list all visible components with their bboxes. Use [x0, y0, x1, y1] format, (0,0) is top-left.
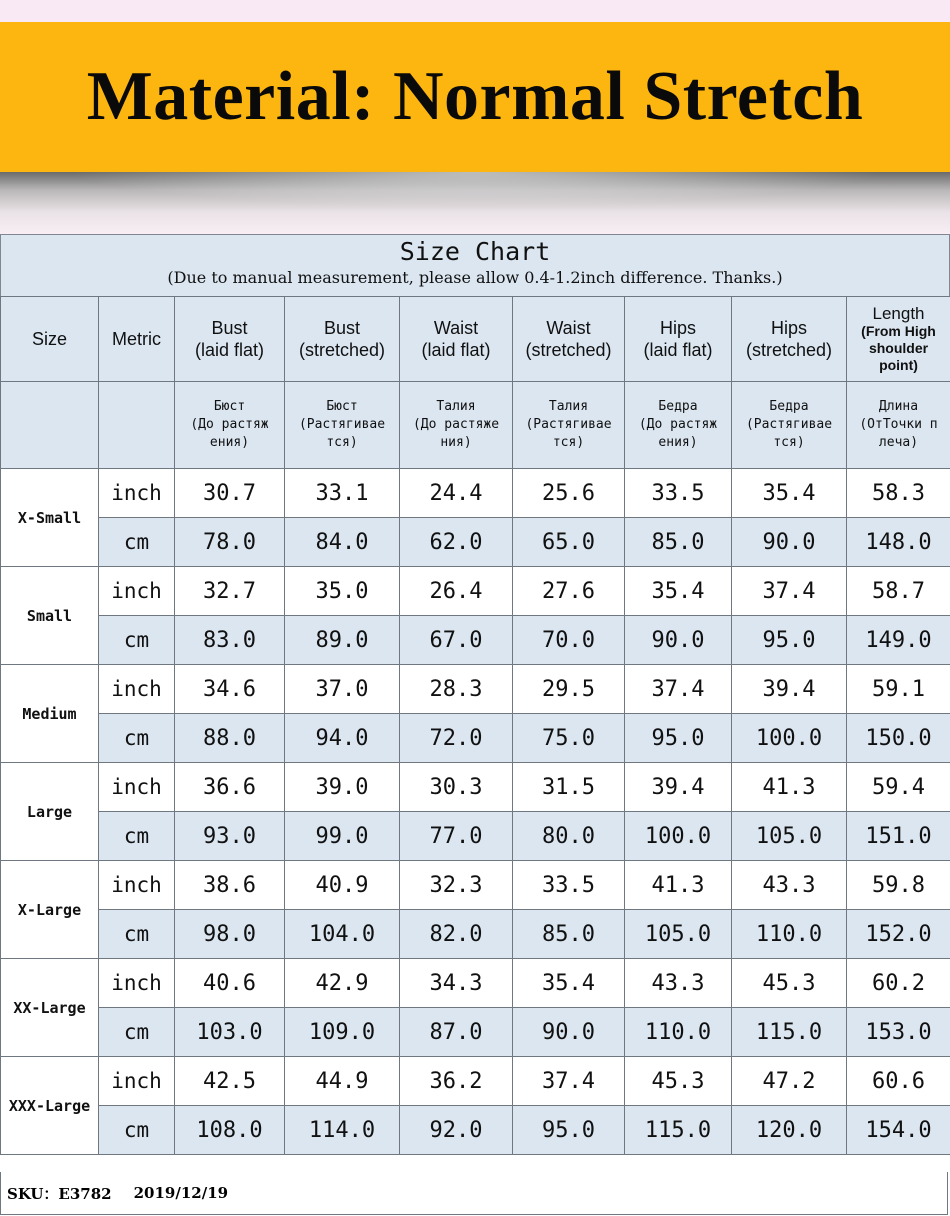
measurement-cell: 37.4 — [513, 1057, 625, 1106]
measurement-cell: 59.4 — [847, 763, 950, 812]
metric-cell: inch — [99, 763, 175, 812]
header-hips-stretched: Hips (stretched) — [732, 297, 847, 382]
measurement-cell: 148.0 — [847, 518, 950, 567]
measurement-cell: 93.0 — [175, 812, 285, 861]
measurement-cell: 149.0 — [847, 616, 950, 665]
header-waist-laid: Waist (laid flat) — [400, 297, 513, 382]
measurement-cell: 92.0 — [400, 1106, 513, 1155]
table-row — [1, 1106, 950, 1155]
measurement-cell: 38.6 — [175, 861, 285, 910]
top-strip — [0, 0, 950, 22]
measurement-cell: 75.0 — [513, 714, 625, 763]
measurement-cell: 45.3 — [732, 959, 847, 1008]
header-ru-empty-size — [1, 382, 99, 469]
measurement-cell: 154.0 — [847, 1106, 950, 1155]
table-row — [1, 1057, 950, 1106]
measurement-cell: 45.3 — [625, 1057, 732, 1106]
measurement-cell: 78.0 — [175, 518, 285, 567]
measurement-cell: 82.0 — [400, 910, 513, 959]
header-size: Size — [1, 297, 99, 382]
metric-cell: cm — [99, 910, 175, 959]
measurement-cell: 43.3 — [625, 959, 732, 1008]
measurement-cell: 42.5 — [175, 1057, 285, 1106]
measurement-cell: 100.0 — [732, 714, 847, 763]
header-waist-stretched: Waist (stretched) — [513, 297, 625, 382]
header-ru-bust-laid: Бюст (До растяж ения) — [175, 382, 285, 469]
measurement-cell: 27.6 — [513, 567, 625, 616]
table-row — [1, 665, 950, 714]
measurement-cell: 32.7 — [175, 567, 285, 616]
measurement-cell: 41.3 — [625, 861, 732, 910]
measurement-cell: 40.6 — [175, 959, 285, 1008]
measurement-cell: 41.3 — [732, 763, 847, 812]
measurement-cell: 110.0 — [732, 910, 847, 959]
measurement-cell: 84.0 — [285, 518, 400, 567]
measurement-cell: 95.0 — [513, 1106, 625, 1155]
measurement-cell: 43.3 — [732, 861, 847, 910]
measurement-cell: 120.0 — [732, 1106, 847, 1155]
measurement-cell: 35.4 — [732, 469, 847, 518]
size-label: XX-Large — [1, 959, 99, 1057]
size-table — [0, 296, 950, 1155]
measurement-cell: 39.0 — [285, 763, 400, 812]
measurement-cell: 37.0 — [285, 665, 400, 714]
header-row-ru — [1, 382, 950, 469]
measurement-cell: 95.0 — [732, 616, 847, 665]
table-row — [1, 812, 950, 861]
measurement-cell: 59.1 — [847, 665, 950, 714]
metric-cell: inch — [99, 959, 175, 1008]
sku-label: SKU：E3782 — [7, 1184, 112, 1203]
measurement-cell: 100.0 — [625, 812, 732, 861]
header-hips-laid: Hips (laid flat) — [625, 297, 732, 382]
metric-cell: inch — [99, 567, 175, 616]
size-chart — [0, 234, 950, 1216]
measurement-cell: 67.0 — [400, 616, 513, 665]
measurement-cell: 39.4 — [732, 665, 847, 714]
table-row — [1, 714, 950, 763]
size-label: Small — [1, 567, 99, 665]
measurement-cell: 33.1 — [285, 469, 400, 518]
measurement-cell: 151.0 — [847, 812, 950, 861]
measurement-cell: 34.6 — [175, 665, 285, 714]
measurement-cell: 89.0 — [285, 616, 400, 665]
table-row — [1, 910, 950, 959]
header-bust-laid: Bust (laid flat) — [175, 297, 285, 382]
table-row — [1, 861, 950, 910]
header-length: Length (From High shoulder point) — [847, 297, 950, 382]
header-ru-waist-stretched: Талия (Растягивае тся) — [513, 382, 625, 469]
chart-note: (Due to manual measurement, please allow 0.4-1.2inch difference. Thanks.) — [167, 268, 783, 287]
metric-cell: inch — [99, 665, 175, 714]
measurement-cell: 35.4 — [625, 567, 732, 616]
measurement-cell: 72.0 — [400, 714, 513, 763]
measurement-cell: 62.0 — [400, 518, 513, 567]
measurement-cell: 114.0 — [285, 1106, 400, 1155]
banner-shadow — [0, 172, 950, 234]
measurement-cell: 99.0 — [285, 812, 400, 861]
metric-cell: cm — [99, 1008, 175, 1057]
measurement-cell: 85.0 — [625, 518, 732, 567]
measurement-cell: 31.5 — [513, 763, 625, 812]
header-ru-length: Длина (ОтТочки п леча) — [847, 382, 950, 469]
header-bust-stretched: Bust (stretched) — [285, 297, 400, 382]
header-metric: Metric — [99, 297, 175, 382]
measurement-cell: 33.5 — [513, 861, 625, 910]
table-row — [1, 1008, 950, 1057]
measurement-cell: 90.0 — [732, 518, 847, 567]
measurement-cell: 29.5 — [513, 665, 625, 714]
size-label: Medium — [1, 665, 99, 763]
measurement-cell: 105.0 — [732, 812, 847, 861]
header-ru-waist-laid: Талия (До растяже ния) — [400, 382, 513, 469]
measurement-cell: 37.4 — [732, 567, 847, 616]
metric-cell: cm — [99, 1106, 175, 1155]
measurement-cell: 109.0 — [285, 1008, 400, 1057]
measurement-cell: 59.8 — [847, 861, 950, 910]
table-row — [1, 959, 950, 1008]
date-label: 2019/12/19 — [133, 1184, 229, 1202]
header-ru-hips-laid: Бедра (До растяж ения) — [625, 382, 732, 469]
measurement-cell: 88.0 — [175, 714, 285, 763]
measurement-cell: 24.4 — [400, 469, 513, 518]
measurement-cell: 60.2 — [847, 959, 950, 1008]
chart-title: Size Chart — [399, 237, 551, 266]
size-label: X-Small — [1, 469, 99, 567]
measurement-cell: 70.0 — [513, 616, 625, 665]
measurement-cell: 36.6 — [175, 763, 285, 812]
measurement-cell: 34.3 — [400, 959, 513, 1008]
metric-cell: cm — [99, 616, 175, 665]
metric-cell: cm — [99, 518, 175, 567]
measurement-cell: 28.3 — [400, 665, 513, 714]
material-banner — [0, 22, 950, 172]
measurement-cell: 32.3 — [400, 861, 513, 910]
measurement-cell: 35.4 — [513, 959, 625, 1008]
measurement-cell: 36.2 — [400, 1057, 513, 1106]
footer — [0, 1172, 948, 1215]
metric-cell: cm — [99, 714, 175, 763]
measurement-cell: 150.0 — [847, 714, 950, 763]
measurement-cell: 95.0 — [625, 714, 732, 763]
measurement-cell: 60.6 — [847, 1057, 950, 1106]
measurement-cell: 98.0 — [175, 910, 285, 959]
measurement-cell: 108.0 — [175, 1106, 285, 1155]
measurement-cell: 58.7 — [847, 567, 950, 616]
measurement-cell: 94.0 — [285, 714, 400, 763]
size-rows — [1, 469, 950, 1155]
measurement-cell: 115.0 — [625, 1106, 732, 1155]
measurement-cell: 77.0 — [400, 812, 513, 861]
metric-cell: inch — [99, 469, 175, 518]
table-row — [1, 469, 950, 518]
size-label: X-Large — [1, 861, 99, 959]
measurement-cell: 105.0 — [625, 910, 732, 959]
measurement-cell: 153.0 — [847, 1008, 950, 1057]
header-ru-hips-stretched: Бедра (Растягивае тся) — [732, 382, 847, 469]
measurement-cell: 44.9 — [285, 1057, 400, 1106]
measurement-cell: 104.0 — [285, 910, 400, 959]
metric-cell: inch — [99, 861, 175, 910]
measurement-cell: 58.3 — [847, 469, 950, 518]
measurement-cell: 30.3 — [400, 763, 513, 812]
measurement-cell: 65.0 — [513, 518, 625, 567]
metric-cell: inch — [99, 1057, 175, 1106]
measurement-cell: 110.0 — [625, 1008, 732, 1057]
measurement-cell: 30.7 — [175, 469, 285, 518]
table-row — [1, 518, 950, 567]
measurement-cell: 47.2 — [732, 1057, 847, 1106]
measurement-cell: 90.0 — [625, 616, 732, 665]
measurement-cell: 40.9 — [285, 861, 400, 910]
chart-header — [0, 234, 950, 296]
measurement-cell: 85.0 — [513, 910, 625, 959]
size-label: XXX-Large — [1, 1057, 99, 1155]
measurement-cell: 26.4 — [400, 567, 513, 616]
size-label: Large — [1, 763, 99, 861]
measurement-cell: 42.9 — [285, 959, 400, 1008]
table-row — [1, 616, 950, 665]
header-row-en — [1, 297, 950, 382]
measurement-cell: 90.0 — [513, 1008, 625, 1057]
header-ru-empty-metric — [99, 382, 175, 469]
measurement-cell: 39.4 — [625, 763, 732, 812]
table-row — [1, 763, 950, 812]
measurement-cell: 35.0 — [285, 567, 400, 616]
metric-cell: cm — [99, 812, 175, 861]
measurement-cell: 25.6 — [513, 469, 625, 518]
measurement-cell: 115.0 — [732, 1008, 847, 1057]
measurement-cell: 152.0 — [847, 910, 950, 959]
banner-title: Material: Normal Stretch — [86, 58, 864, 135]
measurement-cell: 103.0 — [175, 1008, 285, 1057]
measurement-cell: 87.0 — [400, 1008, 513, 1057]
measurement-cell: 37.4 — [625, 665, 732, 714]
table-row — [1, 567, 950, 616]
header-ru-bust-stretched: Бюст (Растягивае тся) — [285, 382, 400, 469]
measurement-cell: 33.5 — [625, 469, 732, 518]
measurement-cell: 80.0 — [513, 812, 625, 861]
measurement-cell: 83.0 — [175, 616, 285, 665]
